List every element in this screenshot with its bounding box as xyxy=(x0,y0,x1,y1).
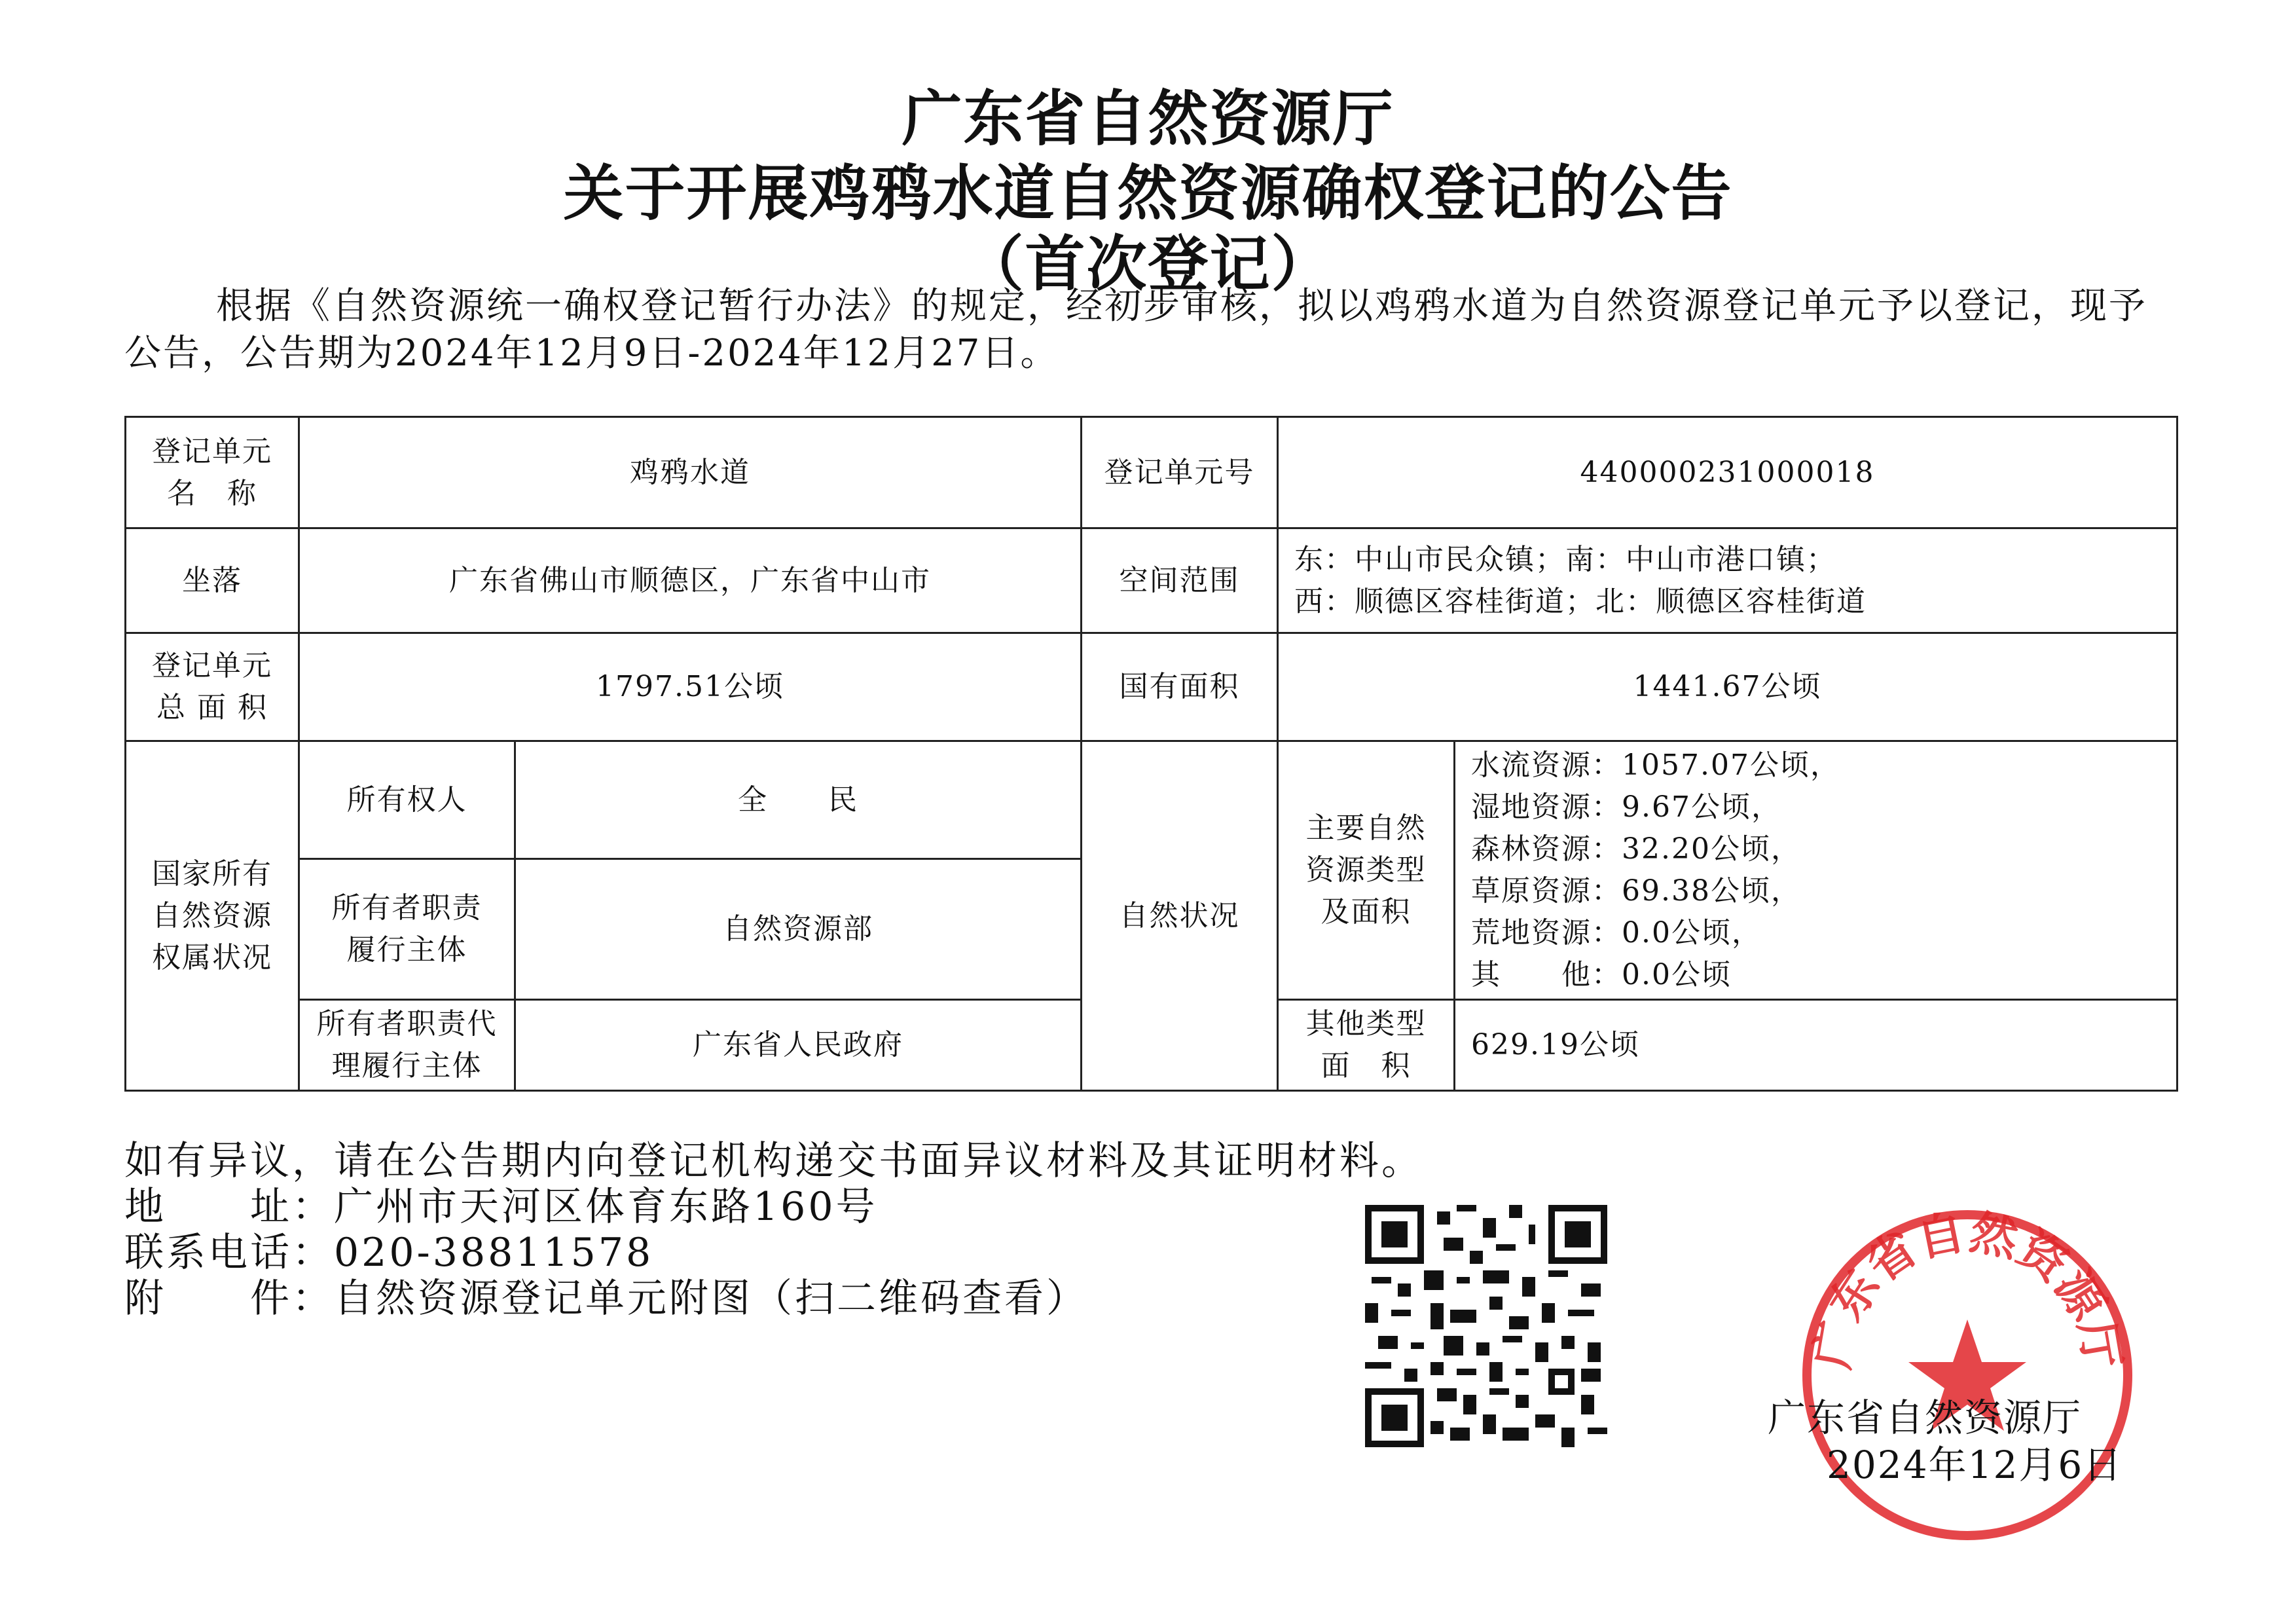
objection-note: 如有异议，请在公告期内向登记机构递交书面异议材料及其证明材料。 xyxy=(124,1138,1423,1184)
total-area-label: 登记单元 总 面 积 xyxy=(126,633,299,741)
unit-no-value: 440000231000018 xyxy=(1278,417,2178,528)
nature-label: 自然状况 xyxy=(1082,741,1278,1091)
owner-value: 全 民 xyxy=(515,741,1082,859)
address-line: 地 址：广州市天河区体育东路160号 xyxy=(124,1184,878,1230)
state-area-value: 1441.67公顷 xyxy=(1278,633,2178,741)
notice-title-line3: （首次登记） xyxy=(963,229,1333,299)
attachment-line: 附 件：自然资源登记单元附图（扫二维码查看） xyxy=(124,1276,1088,1321)
resource-wetland: 湿地资源：9.67公顷， xyxy=(1471,790,1781,824)
resource-forest: 森林资源：32.20公顷， xyxy=(1471,832,1801,866)
agent-value: 广东省人民政府 xyxy=(515,1000,1082,1091)
owner-label: 所有权人 xyxy=(299,741,515,859)
total-area-value: 1797.51公顷 xyxy=(299,633,1082,741)
ownership-label: 国家所有 自然资源 权属状况 xyxy=(126,741,299,1091)
main-types-label: 主要自然 资源类型 及面积 xyxy=(1278,741,1455,1000)
unit-name-value: 鸡鸦水道 xyxy=(299,417,1082,528)
notice-title-line2: 关于开展鸡鸦水道自然资源确权登记的公告 xyxy=(563,158,1733,229)
signature-org: 广东省自然资源厅 xyxy=(1768,1395,2083,1440)
qr-code-icon[interactable] xyxy=(1365,1205,1607,1447)
range-line-1: 东：中山市民众镇；南：中山市港口镇； xyxy=(1294,542,1836,576)
resource-other: 其 他：0.0公顷 xyxy=(1471,958,1732,991)
seal-text: 广东省自然资源厅 xyxy=(1804,1205,2131,1373)
state-area-label: 国有面积 xyxy=(1082,633,1278,741)
resource-list xyxy=(1455,741,2178,1000)
range-line-2: 西：顺德区容桂街道；北：顺德区容桂街道 xyxy=(1294,584,1867,618)
duty-label: 所有者职责 履行主体 xyxy=(299,859,515,1000)
range-value xyxy=(1278,528,2178,633)
signature-date: 2024年12月6日 xyxy=(1827,1443,2123,1487)
agent-label: 所有者职责代 理履行主体 xyxy=(299,1000,515,1091)
phone-line: 联系电话：020-38811578 xyxy=(124,1230,654,1276)
notice-title-line1: 广东省自然资源厅 xyxy=(902,84,1394,154)
other-type-value: 629.19公顷 xyxy=(1455,1000,2178,1091)
resource-water: 水流资源：1057.07公顷， xyxy=(1471,748,1840,782)
unit-name-label: 登记单元 名 称 xyxy=(126,417,299,528)
official-seal xyxy=(1797,1205,2138,1545)
registration-table xyxy=(124,416,2178,1092)
resource-wasteland: 荒地资源：0.0公顷， xyxy=(1471,916,1762,950)
location-label: 坐落 xyxy=(126,528,299,633)
other-type-label: 其他类型 面 积 xyxy=(1278,1000,1455,1091)
range-label: 空间范围 xyxy=(1082,528,1278,633)
unit-no-label: 登记单元号 xyxy=(1082,417,1278,528)
location-value: 广东省佛山市顺德区，广东省中山市 xyxy=(299,528,1082,633)
intro-paragraph: 根据《自然资源统一确权登记暂行办法》的规定，经初步审核，拟以鸡鸦水道为自然资源登记单元予以登记，现予公告，公告期为2024年12月9日-2024年12月27日。 xyxy=(124,285,2147,375)
resource-grassland: 草原资源：69.38公顷， xyxy=(1471,874,1801,908)
duty-value: 自然资源部 xyxy=(515,859,1082,1000)
